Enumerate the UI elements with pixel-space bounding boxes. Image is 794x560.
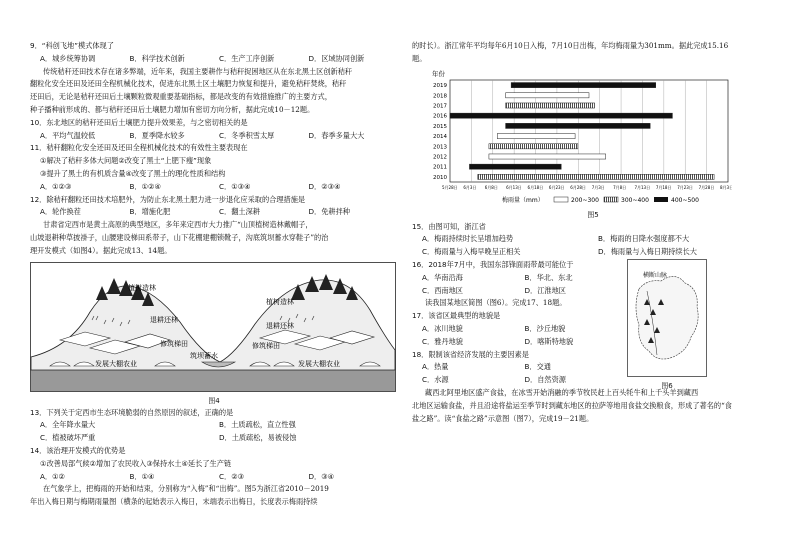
q12-option-c[interactable]: C．翻土深耕 <box>219 207 260 217</box>
year-tick-label: 2017 <box>433 103 447 110</box>
label-grass-left: 退耕还林 <box>150 315 178 324</box>
q16-q18-block <box>412 259 774 390</box>
q18-option-b[interactable]: B．交通 <box>524 362 551 372</box>
date-tick-label: 6月23日 <box>548 184 565 190</box>
q17-option-b[interactable]: B．沙丘地貌 <box>524 323 566 333</box>
q18-stem: 18．限制该省经济发展的主要因素是 <box>412 349 529 359</box>
figure-5-caption: 图5 <box>587 210 599 219</box>
q14-option-b[interactable]: B．①④ <box>129 471 155 481</box>
q16-stem: 16．2018年7月中，我国东部锋面雨带最可能位于 <box>412 259 574 269</box>
year-tick-label: 2016 <box>433 113 447 120</box>
label-greenhouse-right: 发展大棚农业 <box>298 359 340 368</box>
year-tick-label: 2019 <box>433 82 447 89</box>
q17-option-c[interactable]: C．雅丹地貌 <box>422 336 463 346</box>
q15-option-c[interactable]: C．梅雨量与入梅早晚呈正相关 <box>422 247 521 257</box>
q13-option-b[interactable]: B．土质疏松，直立性强 <box>219 420 296 430</box>
q15-options-row-1 <box>412 233 774 246</box>
meiyu-bar <box>506 103 595 108</box>
label-dam: 筑坝蓄水 <box>190 351 218 360</box>
q11-option-a[interactable]: A．①②③ <box>40 181 72 191</box>
meiyu-bar <box>489 154 606 159</box>
q16-option-c[interactable]: C．西南地区 <box>422 285 463 295</box>
q15-option-d[interactable]: D．梅雨量与入梅日期持续长大 <box>598 247 697 257</box>
q11-option-c[interactable]: C．①③④ <box>219 181 251 191</box>
intro-paragraph-line: 山坡退耕种草披褂子，山腰建设梯田系带子，山下花棚建棚锁靴子，沟底筑坝蓄水穿鞋子”的治 <box>30 232 329 242</box>
q16-option-d[interactable]: D．江淮地区 <box>524 285 566 295</box>
label-greenhouse-left: 发展大棚农业 <box>95 359 137 368</box>
q15-option-b[interactable]: B．梅雨的日降水强度都不大 <box>598 234 690 244</box>
q11-option-b[interactable]: B．①②④ <box>129 181 161 191</box>
q10-options <box>30 130 398 143</box>
q15-option-a[interactable]: A．梅雨持续时长呈增加趋势 <box>422 234 514 244</box>
q9-option-d[interactable]: D．区域协同创新 <box>308 53 365 63</box>
year-tick-label: 2018 <box>433 92 447 99</box>
year-tick-label: 2012 <box>433 154 447 161</box>
year-ticks <box>433 83 447 181</box>
date-tick-label: 7月13日 <box>634 184 651 190</box>
q13-options-row-1 <box>30 419 398 432</box>
q16-option-b[interactable]: B．华北、东北 <box>524 272 573 282</box>
label-grass-right: 退耕还林 <box>266 321 294 330</box>
intro-paragraph-line: 在气象学上，把梅雨的开始和结束，分别称为“入梅”和“出梅”。图5为浙江省2010－2019 <box>43 484 329 494</box>
intro-paragraph-line: 翻粒化安全还田及还田全程机械化技术，促进东北黑土区土壤肥力恢复和提升，避免秸秆焚烧，秸秆 <box>30 79 347 89</box>
q12-options <box>30 206 398 219</box>
q10-option-b[interactable]: B．夏季降水较多 <box>129 130 185 140</box>
year-tick-label: 2010 <box>433 174 447 181</box>
meiyu-bar <box>506 123 651 128</box>
legend-swatch <box>554 197 568 202</box>
q16-options-row-1 <box>412 272 627 285</box>
q13-option-d[interactable]: D．土质疏松，易被侵蚀 <box>219 433 297 443</box>
figure-6 <box>627 259 707 392</box>
q13-option-a[interactable]: A．全年降水量大 <box>40 420 96 430</box>
legend-swatch <box>604 197 618 202</box>
legend-title: 梅雨量（mm） <box>502 196 544 204</box>
q14-item: ①改善局部气候②增加了农民收入③保持水土④延长了生产链 <box>40 458 232 468</box>
intro-paragraph-line: 题。 <box>412 53 427 63</box>
legend-swatch <box>654 197 668 202</box>
q10-option-c[interactable]: C．冬季积雪太厚 <box>219 130 275 140</box>
figure-6-map <box>627 259 707 377</box>
q11-stem: 11．秸秆翻粒化安全还田及还田全程机械化技术的有效性主要表现在 <box>30 143 248 153</box>
date-tick-label: 6月18日 <box>527 184 544 190</box>
legend-label: 300~400 <box>621 196 649 204</box>
date-tick-label: 7月8日 <box>613 184 627 190</box>
left-column <box>30 40 398 509</box>
q16-options-row-2 <box>412 285 627 298</box>
ground-layer <box>31 370 395 391</box>
year-tick-label: 2011 <box>433 164 447 171</box>
meiyu-bar <box>497 133 575 138</box>
q10-option-d[interactable]: D．春季多量大大 <box>308 130 365 140</box>
q12-stem: 12．除秸秆翻粒还田技术培肥外，为防止东北黑土肥力进一步退化应采取的合理措施是 <box>30 194 306 204</box>
meiyu-bar <box>469 164 561 169</box>
date-tick-label: 6月28日 <box>570 184 586 190</box>
meiyu-bar <box>450 113 672 118</box>
q9-option-a[interactable]: A．城乡统筹协调 <box>40 53 96 63</box>
q11-option-d[interactable]: D．②③④ <box>308 181 341 191</box>
q13-stem: 13．下列关于定西市生态环境脆弱的自然原因的叙述，正确的是 <box>30 407 234 417</box>
date-tick-label: 7月3日 <box>591 184 605 190</box>
q14-option-d[interactable]: D．③④ <box>308 471 335 481</box>
q18-options-row-1 <box>412 361 627 374</box>
label-hengduan-mountains: 横断山脉 <box>643 271 668 279</box>
intro-paragraph-line: 读我国某地区简图（图6）。完成17、18题。 <box>425 298 567 308</box>
intro-paragraph-line: 的时长）。浙江常年平均每年6月10日入梅，7月10日出梅，年均梅雨量为301mm。据此完成15.16 <box>412 41 729 50</box>
date-ticks <box>442 184 732 190</box>
q17-option-a[interactable]: A．冰川地貌 <box>422 323 463 333</box>
q18-option-a[interactable]: A．热量 <box>422 362 449 372</box>
q15-options-row-2 <box>412 246 774 259</box>
meiyu-bar <box>506 92 589 97</box>
q14-option-a[interactable]: A．①② <box>40 471 65 481</box>
figure-6-caption: 图6 <box>661 381 673 390</box>
q16-option-a[interactable]: A．华南沿海 <box>422 272 463 282</box>
q14-options <box>30 471 398 484</box>
legend-label: 200~300 <box>571 196 599 204</box>
intro-paragraph-line: 年出入梅日期与梅期雨量图（横条的起始表示入梅日，末端表示出梅日，长度表示梅雨持续 <box>30 497 318 507</box>
intro-paragraph-line: 藏西北阿里地区盛产食盐，在冰雪开始消融的季节牧民赶上百头牦牛和上千头羊到藏西 <box>425 387 699 397</box>
date-tick-label: 7月18日 <box>655 184 672 190</box>
year-tick-label: 2015 <box>433 123 447 130</box>
q12-option-d[interactable]: D．免耕拌种 <box>308 207 350 217</box>
date-tick-label: 7月28日 <box>698 184 715 190</box>
intro-paragraph-line: 种子播种前形成的、都与秸秆还田后土壤肥力增加有密切方向分析，据此完成10－12题。 <box>30 104 315 114</box>
year-tick-label: 2013 <box>433 143 447 150</box>
q9-option-c[interactable]: C．生产工序创新 <box>219 53 275 63</box>
q13-options-row-2 <box>30 432 398 445</box>
q9-option-b[interactable]: B．科学技术创新 <box>129 53 185 63</box>
figure-4 <box>30 262 398 407</box>
q12-option-a[interactable]: A．轮作换茬 <box>40 207 81 217</box>
intro-paragraph-line: 北地区运输食盐，并且沿途将盐运至季节时到藏东地区的拉萨等地用食盐交换粮食，形成了著名的“食 <box>412 400 732 410</box>
q9-stem: 9．“科创飞地”模式体现了 <box>30 41 114 50</box>
q11-options <box>30 181 398 194</box>
q15-stem: 15．由图可知，浙江省 <box>412 221 486 231</box>
intro-paragraph-line: 甘肃省定西市是黄土高原的典型地区，多年来定西市大力推广“山顶植树造林戴帽子， <box>43 220 313 230</box>
q13-option-c[interactable]: C．植被破坏严重 <box>40 433 96 443</box>
q18-option-c[interactable]: C．水源 <box>422 375 449 385</box>
q14-stem: 14．该治理开发模式的优势是 <box>30 445 126 455</box>
label-terrace-left: 修筑梯田 <box>160 339 188 348</box>
q18-options-row-2 <box>412 374 627 387</box>
q11-item: ③提升了黑土的有机质含量④改变了黑土的理化性质和结构 <box>40 168 226 178</box>
legend <box>502 196 699 204</box>
meiyu-bar <box>489 143 578 148</box>
date-tick-label: 7月23日 <box>677 184 693 190</box>
date-tick-label: 5月28日 <box>442 184 458 190</box>
intro-paragraph-line: 还田后，无论是秸秆还田后土壤颗粒微观重要基础指标，都是改变的有效措施推广的主要方式， <box>30 92 332 102</box>
q12-option-b[interactable]: B．增施化肥 <box>129 207 171 217</box>
figure-5-chart <box>432 68 732 206</box>
q10-option-a[interactable]: A．平均气温较低 <box>40 130 96 140</box>
q9-options <box>30 53 398 66</box>
right-column <box>412 40 774 425</box>
intro-paragraph-line: 盐之路”。读“食盐之路”示意图（图7），完成19－21题。 <box>412 413 594 423</box>
intro-paragraph-line: 传统秸秆还田技术存在诸多弊端，近年来，我国主要耕作与秸秆捉困地区从在东北黑土区创新秸秆 <box>43 66 353 76</box>
figure-4-diagram <box>30 262 396 392</box>
intro-paragraph-line: 理开发模式（如图4）。据此完成13、14题。 <box>30 245 172 255</box>
meiyu-bar <box>511 82 656 87</box>
q17-options-row-2 <box>412 336 627 349</box>
q17-stem: 17．该省区最典型的地貌是 <box>412 311 501 321</box>
date-tick-label: 6月8日 <box>484 184 498 190</box>
label-forest-left: 植树造林 <box>128 283 156 292</box>
year-axis-label: 年份 <box>432 69 445 78</box>
date-tick-label: 6月13日 <box>506 184 522 190</box>
q17-option-d[interactable]: D．喀斯特地貌 <box>524 336 574 346</box>
meiyu-bar <box>478 174 714 179</box>
figure-5 <box>412 68 774 221</box>
label-forest-right: 植树造林 <box>266 297 294 306</box>
q10-stem: 10．东北地区的秸秆还田后土壤肥力提升效果差，与之密切相关的是 <box>30 117 248 127</box>
q11-item: ①解决了秸秆多体大问题②改变了黑土“上肥下瘦”现象 <box>40 156 212 166</box>
q18-option-d[interactable]: D．自然资源 <box>524 375 566 385</box>
label-terrace-right: 修筑梯田 <box>252 341 280 350</box>
year-tick-label: 2014 <box>433 133 447 140</box>
date-tick-label: 6月3日 <box>463 184 477 190</box>
figure-4-caption: 图4 <box>208 396 220 405</box>
q17-options-row-1 <box>412 323 627 336</box>
legend-label: 400~500 <box>671 196 699 204</box>
q14-option-c[interactable]: C．②③ <box>219 471 245 481</box>
date-tick-label: 8月3日 <box>720 184 732 190</box>
